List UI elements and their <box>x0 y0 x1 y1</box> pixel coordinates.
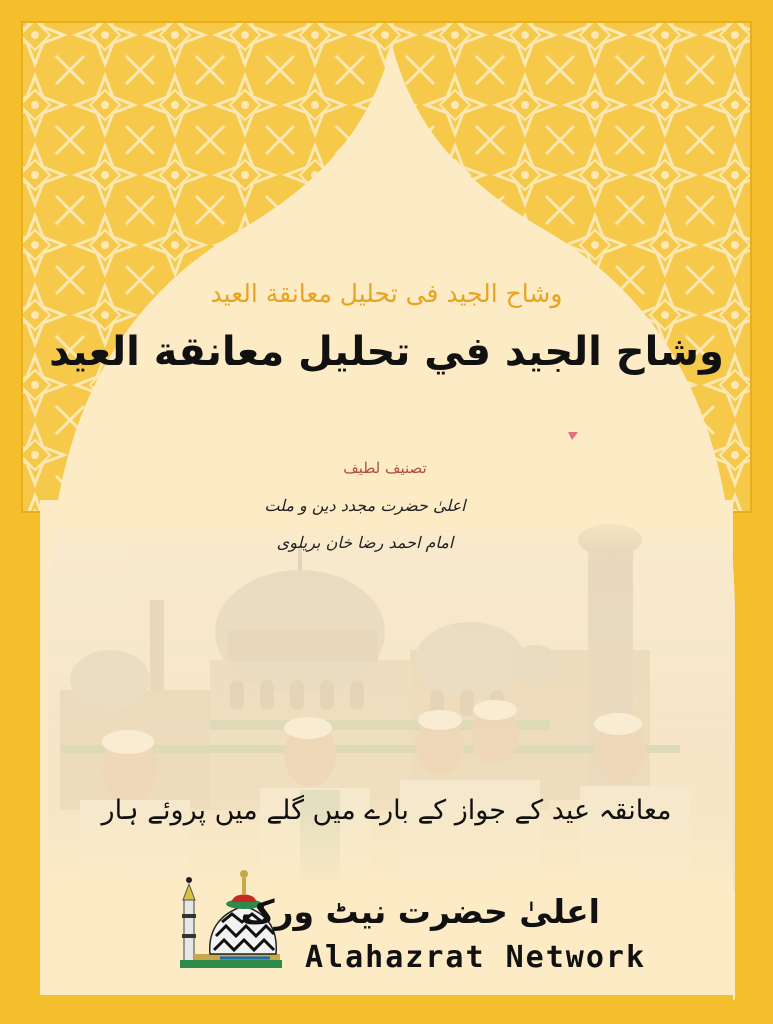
author-heading: تصنیف لطیف <box>343 459 427 477</box>
subtitle: وشاح الجید فی تحلیل معانقة العید <box>210 279 563 308</box>
book-title: وشاح الجيد في تحليل معانقة العيد <box>49 329 724 375</box>
brand-name-latin: Alahazrat Network <box>305 940 647 975</box>
cover-caption: معانقہ عید کے جواز کے بارے میں گلے میں پروئے ہار <box>101 795 672 826</box>
author-line-1: اعلیٰ حضرت مجدد دین و ملت <box>264 496 466 515</box>
author-line-2: امام احمد رضا خان بریلوی <box>276 533 454 552</box>
brand-name-urdu: اعلیٰ حضرت نیٹ ورک <box>240 892 600 931</box>
